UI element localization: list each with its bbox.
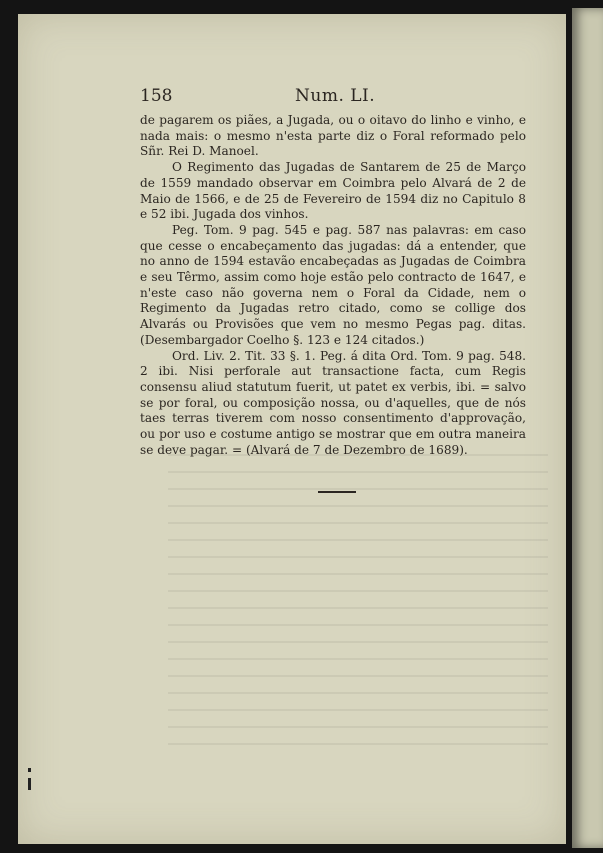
paragraph: O Regimento das Jugadas de Santarem de 25 de Março de 1559 mandado observar em Coimbra pelo Alvará de 2 de Maio de 1566, e de 25 de Fevereiro de 1594 diz no Capitulo 8 e 52 ibi. Jugada dos vinhos. bbox=[140, 160, 526, 222]
margin-mark bbox=[28, 778, 31, 790]
section-rule bbox=[318, 491, 356, 493]
paragraph: Ord. Liv. 2. Tit. 33 §. 1. Peg. á dita Ord. Tom. 9 pag. 548. 2 ibi. Nisi perforale aut transactione facta, cum Regis consensu aliud statutum fuerit, ut patet ex verbis, ibi. = salvo se por foral, ou composição nossa, ou d'aquelles, que de nós taes terras tiverem com nosso consentimento d'approvação, ou por uso e costume antigo se mostrar que em outra maneira se deve pagar. = (Alvará de 7 de Dezembro de 1689). bbox=[140, 348, 526, 457]
show-through-text bbox=[168, 454, 548, 754]
paragraph: de pagarem os piães, a Jugada, ou o oitavo do linho e vinho, e nada mais: o mesmo n'esta parte diz o Foral reformado pelo Sñr. Rei D. Manoel. bbox=[140, 113, 526, 159]
running-head: Num. LI. bbox=[295, 86, 376, 106]
body-text bbox=[140, 113, 526, 458]
page-number: 158 bbox=[140, 86, 173, 106]
page-header bbox=[140, 86, 540, 112]
facing-page-edge bbox=[572, 8, 603, 848]
paragraph: Peg. Tom. 9 pag. 545 e pag. 587 nas palavras: em caso que cesse o encabeçamento das jugadas: dá a entender, que no anno de 1594 estavão encabeçadas as Jugadas de Coimbra e seu Têrmo, assim como hoje estão pelo contracto de 1647, e n'este caso não governa nem o Foral da Cidade, nem o Regimento da Jugadas retro citado, como se collige dos Alvarás ou Provisões que vem no mesmo Pegas pag. ditas. (Desembargador Coelho §. 123 e 124 citados.) bbox=[140, 222, 526, 347]
margin-mark bbox=[28, 768, 31, 772]
